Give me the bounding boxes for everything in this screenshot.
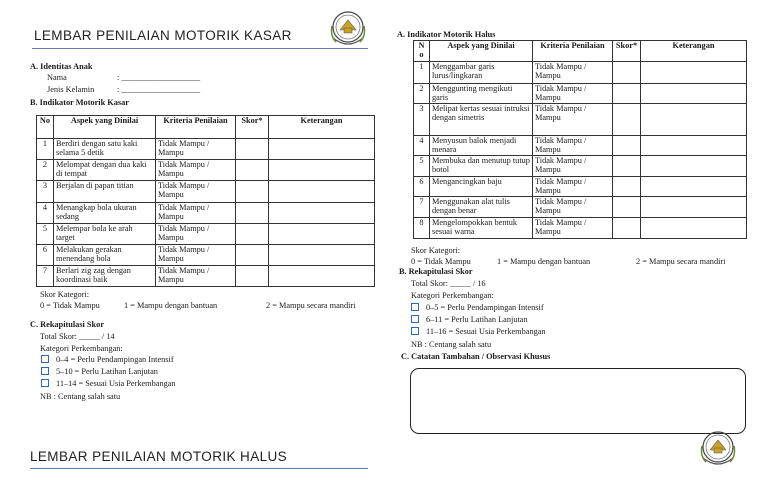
col-header-kriteria: Kriteria Penilaian bbox=[156, 116, 236, 139]
cell-no: 8 bbox=[414, 218, 430, 239]
motorik-kasar-table bbox=[36, 115, 375, 287]
field-jenis-kelamin-label: Jenis Kelamin bbox=[47, 85, 95, 94]
title-underline bbox=[32, 48, 368, 49]
cell-aspek: Menangkap bola ukuran sedang bbox=[54, 203, 156, 224]
legend-0: 0 = Tidak Mampu bbox=[40, 301, 100, 310]
kategori-perkembangan-label: Kategori Perkembangan: bbox=[411, 291, 494, 300]
option-label: 5–10 = Perlu Latihan Lanjutan bbox=[56, 367, 158, 376]
cell-aspek: Menggambar garis lurus/lingkaran bbox=[430, 62, 533, 84]
table-row bbox=[414, 84, 747, 104]
cell-skor-input[interactable] bbox=[236, 181, 269, 203]
cell-kriteria: Tidak Mampu / Mampu bbox=[156, 139, 236, 160]
cell-skor-input[interactable] bbox=[613, 197, 641, 218]
table-row bbox=[37, 160, 375, 181]
legend-2: 2 = Mampu secara mandiri bbox=[636, 257, 726, 266]
cell-kriteria: Tidak Mampu / Mampu bbox=[156, 245, 236, 266]
table-row bbox=[37, 203, 375, 224]
observasi-textbox[interactable] bbox=[410, 368, 746, 434]
right-section-b-heading: B. Rekapitulasi Skor bbox=[399, 267, 473, 276]
cell-skor-input[interactable] bbox=[613, 104, 641, 136]
cell-aspek: Menggunting mengikuti garis bbox=[430, 84, 533, 104]
cell-no: 7 bbox=[414, 197, 430, 218]
cell-aspek: Melompat dengan dua kaki di tempat bbox=[54, 160, 156, 181]
cell-kriteria: Tidak Mampu / Mampu bbox=[156, 266, 236, 287]
cell-skor-input[interactable] bbox=[613, 177, 641, 197]
table-row bbox=[37, 224, 375, 245]
cell-no: 1 bbox=[414, 62, 430, 84]
cell-skor-input[interactable] bbox=[236, 224, 269, 245]
option-5-10[interactable] bbox=[41, 366, 158, 378]
cell-no: 6 bbox=[414, 177, 430, 197]
cell-keterangan-input[interactable] bbox=[269, 139, 375, 160]
cell-keterangan-input[interactable] bbox=[269, 266, 375, 287]
cell-skor-input[interactable] bbox=[613, 62, 641, 84]
cell-no: 2 bbox=[414, 84, 430, 104]
right-section-a-heading: A. Indikator Motorik Halus bbox=[397, 30, 496, 39]
section-b-heading: B. Indikator Motorik Kasar bbox=[30, 98, 129, 107]
table-row bbox=[414, 104, 747, 136]
cell-skor-input[interactable] bbox=[613, 84, 641, 104]
cell-kriteria: Tidak Mampu / Mampu bbox=[156, 224, 236, 245]
option-label: 0–4 = Perlu Pendampingan Intensif bbox=[56, 355, 174, 364]
legend-1: 1 = Mampu dengan bantuan bbox=[497, 257, 591, 266]
cell-kriteria: Tidak Mampu / Mampu bbox=[533, 104, 613, 136]
checkbox[interactable] bbox=[411, 327, 419, 335]
option-0-4[interactable] bbox=[41, 354, 174, 366]
right-section-c-heading: C. Catatan Tambahan / Observasi Khusus bbox=[401, 352, 551, 361]
cell-skor-input[interactable] bbox=[613, 218, 641, 239]
table-row bbox=[37, 266, 375, 287]
nb-note: NB : Centang salah satu bbox=[40, 392, 121, 401]
page-title-motorik-kasar: LEMBAR PENILAIAN MOTORIK KASAR bbox=[34, 28, 292, 43]
cell-no: 4 bbox=[37, 203, 54, 224]
total-skor: Total Skor: _____ / 14 bbox=[40, 332, 115, 341]
checkbox[interactable] bbox=[41, 379, 49, 387]
cell-keterangan-input[interactable] bbox=[269, 224, 375, 245]
cell-no: 3 bbox=[414, 104, 430, 136]
cell-keterangan-input[interactable] bbox=[641, 62, 747, 84]
table-row bbox=[37, 139, 375, 160]
col-header-keterangan: Keterangan bbox=[269, 116, 375, 139]
school-emblem-logo bbox=[698, 428, 738, 472]
option-label: 11–14 = Sesuai Usia Perkembangan bbox=[56, 379, 176, 388]
cell-keterangan-input[interactable] bbox=[269, 245, 375, 266]
cell-aspek: Melakukan gerakan menendang bola bbox=[54, 245, 156, 266]
cell-kriteria: Tidak Mampu / Mampu bbox=[156, 160, 236, 181]
cell-skor-input[interactable] bbox=[613, 156, 641, 177]
nb-note: NB : Centang salah satu bbox=[411, 340, 492, 349]
field-nama-label: Nama bbox=[47, 73, 67, 82]
cell-no: 5 bbox=[37, 224, 54, 245]
col-header-keterangan: Keterangan bbox=[641, 41, 747, 62]
table-header-row bbox=[37, 116, 375, 139]
option-11-16[interactable] bbox=[411, 326, 546, 338]
title-underline bbox=[30, 468, 368, 469]
field-jenis-kelamin-input[interactable]: : ___________________ bbox=[117, 85, 201, 94]
cell-skor-input[interactable] bbox=[613, 136, 641, 156]
school-emblem-logo bbox=[328, 8, 368, 52]
cell-keterangan-input[interactable] bbox=[641, 177, 747, 197]
cell-aspek: Mengancingkan baju bbox=[430, 177, 533, 197]
option-label: 0–5 = Perlu Pendampingan Intensif bbox=[426, 303, 544, 312]
cell-kriteria: Tidak Mampu / Mampu bbox=[533, 197, 613, 218]
cell-aspek: Melipat kertas sesuai intruksi dengan simetris bbox=[430, 104, 533, 136]
cell-aspek: Melempar bola ke arah target bbox=[54, 224, 156, 245]
cell-skor-input[interactable] bbox=[236, 160, 269, 181]
col-header-no: No bbox=[37, 116, 54, 139]
option-11-14[interactable] bbox=[41, 378, 176, 390]
col-header-kriteria: Kriteria Penilaian bbox=[533, 41, 613, 62]
option-6-11[interactable] bbox=[411, 314, 528, 326]
cell-aspek: Berjalan di papan titian bbox=[54, 181, 156, 203]
table-row bbox=[37, 181, 375, 203]
col-header-skor: Skor* bbox=[236, 116, 269, 139]
checkbox[interactable] bbox=[411, 303, 419, 311]
legend-1: 1 = Mampu dengan bantuan bbox=[124, 301, 218, 310]
page-title-motorik-halus: LEMBAR PENILAIAN MOTORIK HALUS bbox=[30, 449, 288, 464]
cell-no: 4 bbox=[414, 136, 430, 156]
cell-skor-input[interactable] bbox=[236, 245, 269, 266]
table-row bbox=[414, 177, 747, 197]
table-row bbox=[414, 156, 747, 177]
cell-kriteria: Tidak Mampu / Mampu bbox=[533, 177, 613, 197]
cell-aspek: Berdiri dengan satu kaki selama 5 detik bbox=[54, 139, 156, 160]
table-row bbox=[414, 218, 747, 239]
col-header-no: N o bbox=[414, 41, 430, 62]
cell-no: 6 bbox=[37, 245, 54, 266]
col-header-aspek: Aspek yang Dinilai bbox=[54, 116, 156, 139]
cell-keterangan-input[interactable] bbox=[269, 160, 375, 181]
cell-kriteria: Tidak Mampu / Mampu bbox=[533, 84, 613, 104]
cell-keterangan-input[interactable] bbox=[641, 156, 747, 177]
legend-2: 2 = Mampu secara mandiri bbox=[266, 301, 356, 310]
cell-keterangan-input[interactable] bbox=[269, 181, 375, 203]
cell-kriteria: Tidak Mampu / Mampu bbox=[533, 62, 613, 84]
cell-skor-input[interactable] bbox=[236, 266, 269, 287]
cell-keterangan-input[interactable] bbox=[641, 104, 747, 136]
cell-no: 3 bbox=[37, 181, 54, 203]
cell-skor-input[interactable] bbox=[236, 139, 269, 160]
cell-aspek: Menyusun balok menjadi menara bbox=[430, 136, 533, 156]
checkbox[interactable] bbox=[41, 355, 49, 363]
col-header-aspek: Aspek yang Dinilai bbox=[430, 41, 533, 62]
cell-no: 7 bbox=[37, 266, 54, 287]
option-label: 6–11 = Perlu Latihan Lanjutan bbox=[426, 315, 528, 324]
table-row bbox=[37, 245, 375, 266]
cell-keterangan-input[interactable] bbox=[641, 136, 747, 156]
table-header-row bbox=[414, 41, 747, 62]
table-row bbox=[414, 197, 747, 218]
cell-kriteria: Tidak Mampu / Mampu bbox=[156, 181, 236, 203]
section-c-heading: C. Rekapitulasi Skor bbox=[30, 320, 104, 329]
cell-keterangan-input[interactable] bbox=[269, 203, 375, 224]
cell-aspek: Menggunakan alat tulis dengan benar bbox=[430, 197, 533, 218]
field-nama-input[interactable]: : ___________________ bbox=[117, 73, 201, 82]
legend-0: 0 = Tidak Mampu bbox=[411, 257, 471, 266]
cell-aspek: Berlari zig zag dengan koordinasi baik bbox=[54, 266, 156, 287]
option-label: 11–16 = Sesuai Usia Perkembangan bbox=[426, 327, 546, 336]
skor-kategori-label: Skor Kategori: bbox=[40, 290, 90, 299]
checkbox[interactable] bbox=[411, 315, 419, 323]
motorik-halus-table bbox=[413, 40, 747, 239]
total-skor: Total Skor: _____ / 16 bbox=[411, 279, 486, 288]
section-a-heading: A. Identitas Anak bbox=[30, 62, 93, 71]
col-header-skor: Skor* bbox=[613, 41, 641, 62]
checkbox[interactable] bbox=[41, 367, 49, 375]
cell-keterangan-input[interactable] bbox=[641, 197, 747, 218]
cell-skor-input[interactable] bbox=[236, 203, 269, 224]
table-row bbox=[414, 62, 747, 84]
cell-aspek: Mengelompokkan bentuk sesuai warna bbox=[430, 218, 533, 239]
cell-kriteria: Tidak Mampu / Mampu bbox=[533, 218, 613, 239]
table-row bbox=[414, 136, 747, 156]
kategori-perkembangan-label: Kategori Perkembangan: bbox=[40, 344, 123, 353]
cell-kriteria: Tidak Mampu / Mampu bbox=[533, 156, 613, 177]
skor-kategori-label: Skor Kategori: bbox=[411, 246, 461, 255]
cell-no: 5 bbox=[414, 156, 430, 177]
cell-no: 1 bbox=[37, 139, 54, 160]
cell-no: 2 bbox=[37, 160, 54, 181]
cell-aspek: Membuka dan menutup tutup botol bbox=[430, 156, 533, 177]
cell-keterangan-input[interactable] bbox=[641, 218, 747, 239]
option-0-5[interactable] bbox=[411, 302, 544, 314]
cell-kriteria: Tidak Mampu / Mampu bbox=[533, 136, 613, 156]
cell-kriteria: Tidak Mampu / Mampu bbox=[156, 203, 236, 224]
cell-keterangan-input[interactable] bbox=[641, 84, 747, 104]
